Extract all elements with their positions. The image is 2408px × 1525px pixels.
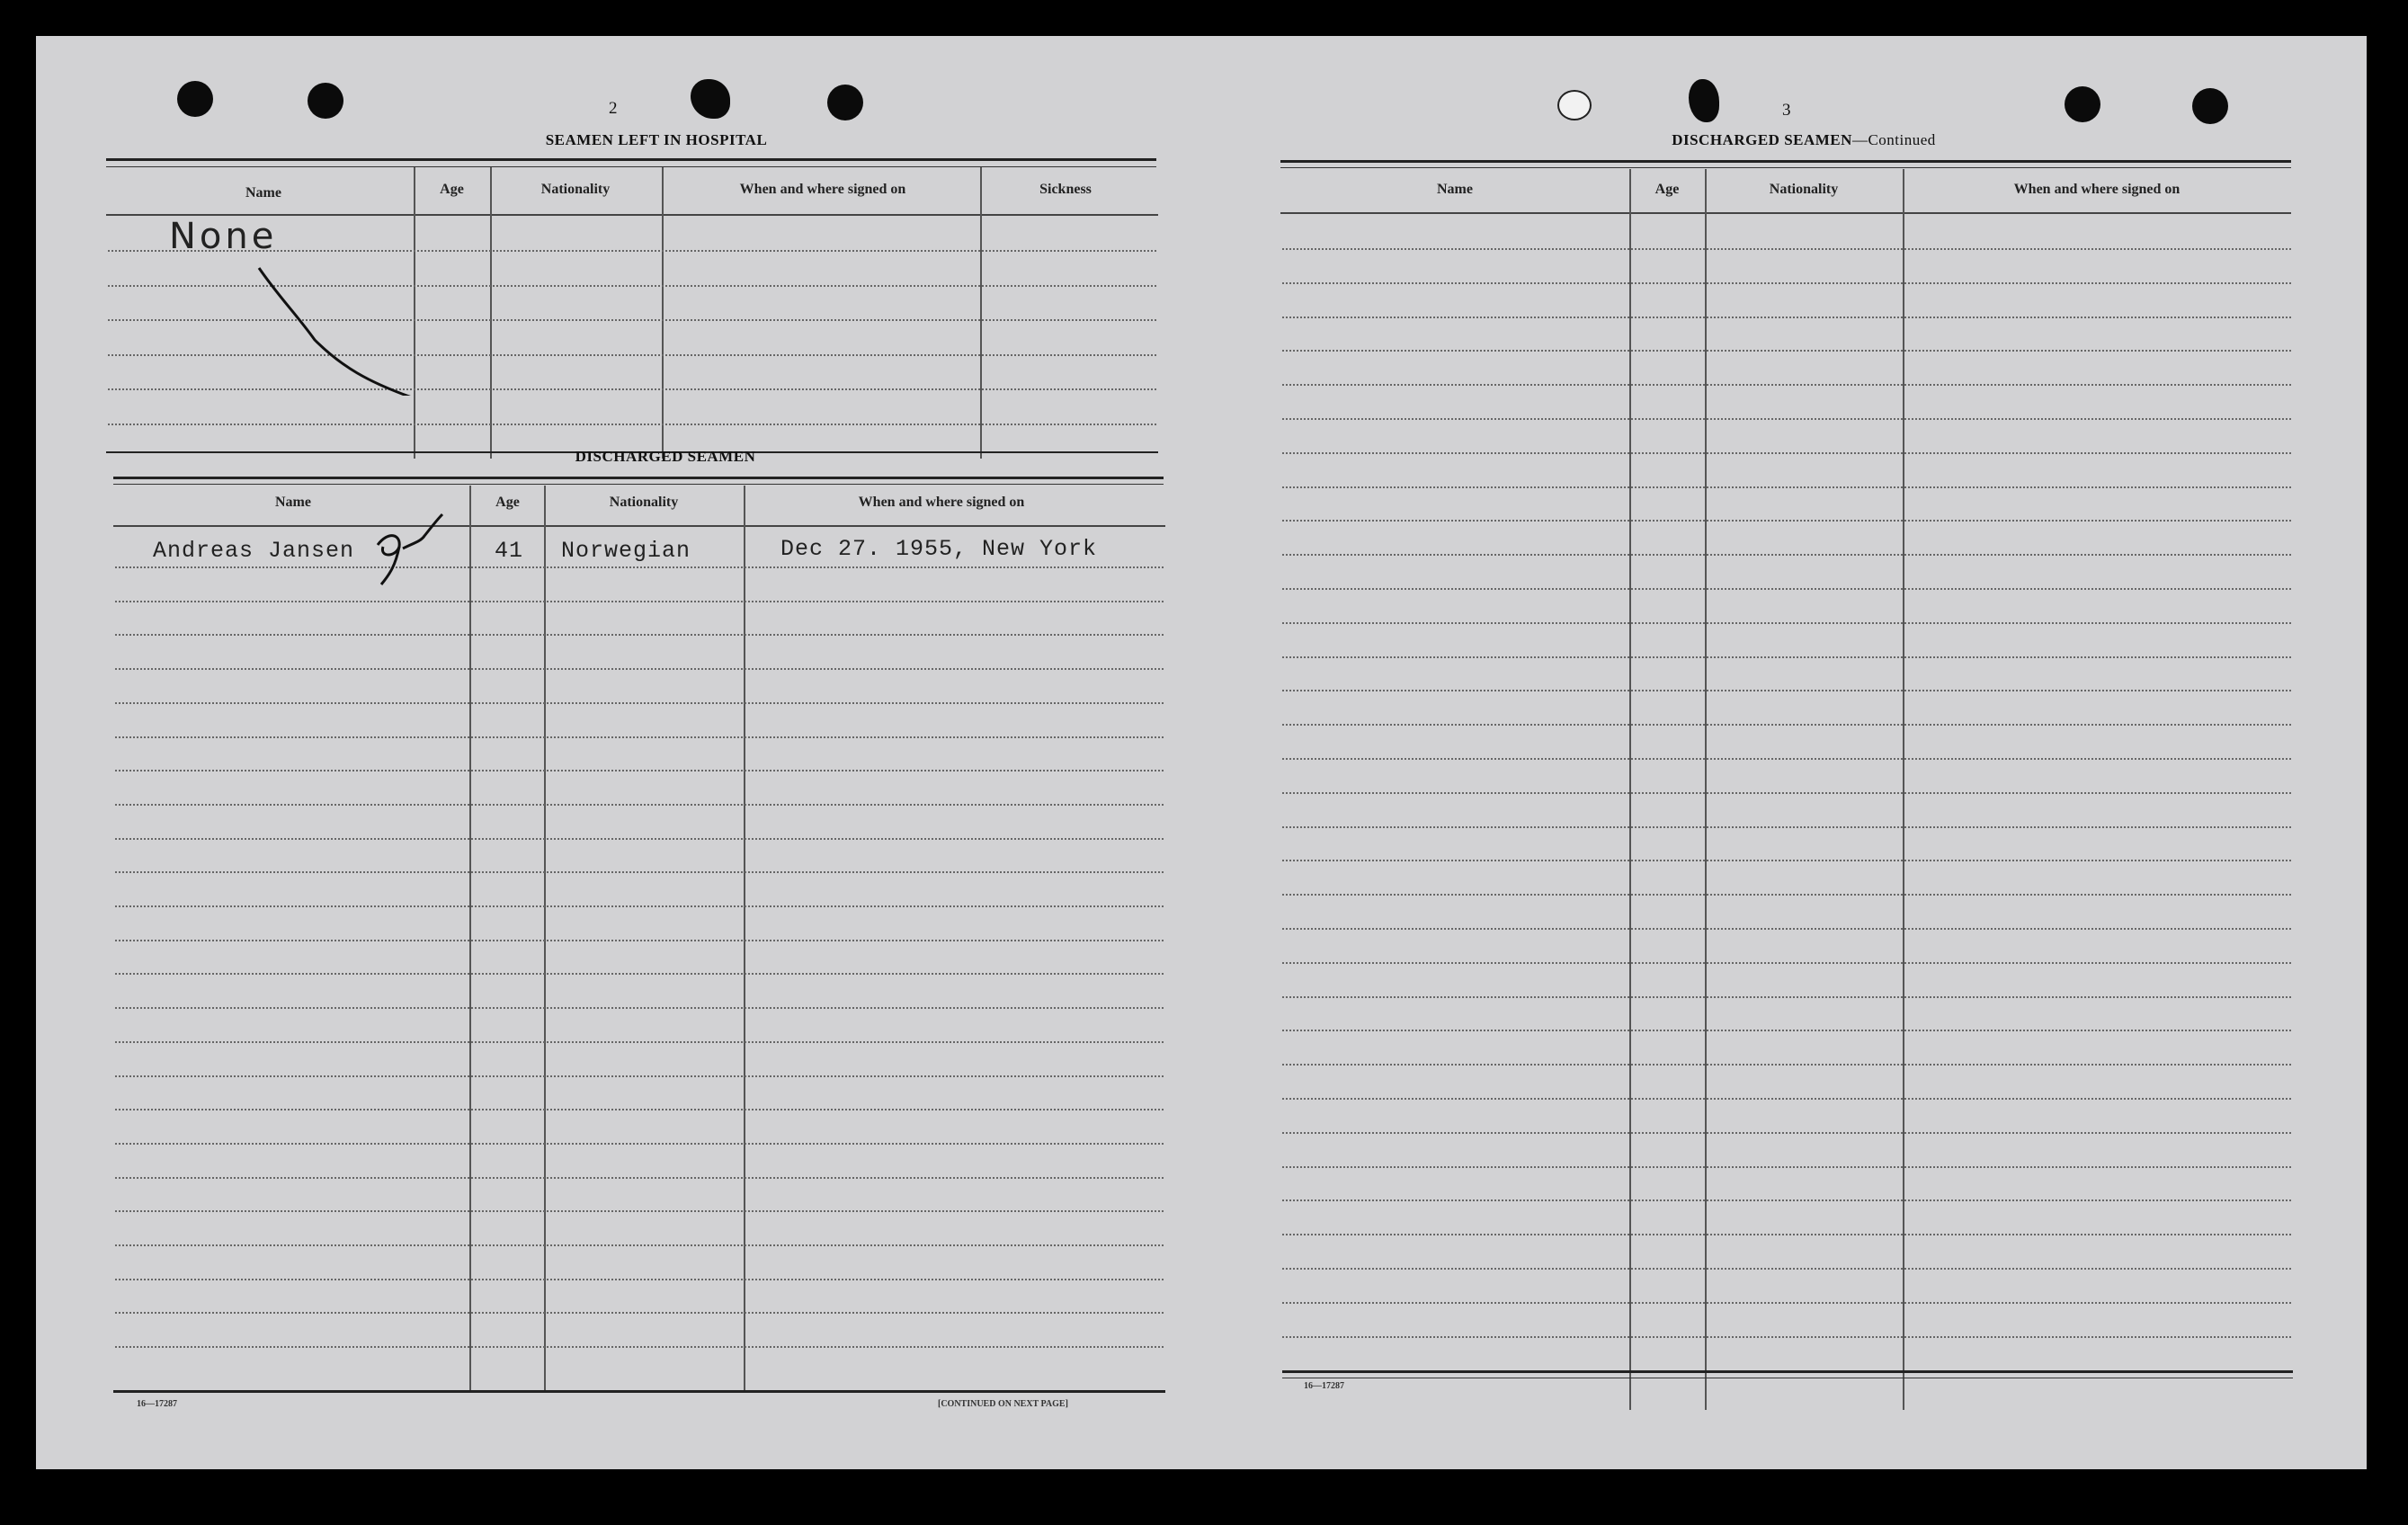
divider (113, 1390, 1165, 1393)
ruled-line (115, 736, 1164, 738)
divider (1280, 160, 2291, 163)
ruled-line (1282, 282, 2291, 284)
column-header-signed-on: When and where signed on (739, 182, 906, 197)
column-header-nationality: Nationality (540, 182, 611, 197)
ruled-line (1282, 792, 2291, 794)
ruled-line (1282, 317, 2291, 318)
column-header-signed-on: When and where signed on (858, 495, 1025, 510)
column-divider (744, 486, 745, 1390)
ruled-line (115, 770, 1164, 771)
ruled-line (115, 601, 1164, 602)
ruled-line (1282, 690, 2291, 691)
ruled-line (1282, 1166, 2291, 1168)
column-header-nationality: Nationality (1769, 182, 1839, 197)
column-divider (544, 486, 546, 1390)
ruled-line (1282, 724, 2291, 726)
seaman-age: 41 (495, 538, 524, 564)
page-number: 3 (1782, 101, 1791, 120)
divider (113, 484, 1164, 485)
ruled-line (115, 1075, 1164, 1077)
column-header-age: Age (495, 495, 520, 510)
ruled-line (115, 1109, 1164, 1110)
ruled-line (1282, 656, 2291, 658)
ruled-line (1282, 1098, 2291, 1100)
ruled-line (115, 1210, 1164, 1212)
column-header-nationality: Nationality (609, 495, 679, 510)
ruled-line (1282, 248, 2291, 250)
handwritten-none: None (169, 216, 278, 257)
ruled-line (1282, 996, 2291, 998)
divider (113, 477, 1164, 479)
column-divider (980, 167, 982, 459)
ruled-line (1282, 520, 2291, 522)
column-header-age: Age (1654, 182, 1680, 197)
seaman-nationality: Norwegian (561, 538, 691, 564)
ruled-line (108, 424, 1156, 425)
handwritten-strike-mark (252, 261, 432, 396)
ruled-line (1282, 1302, 2291, 1304)
ruled-line (1282, 622, 2291, 624)
column-divider (1629, 169, 1631, 1410)
ruled-line (1282, 826, 2291, 828)
ruled-line (115, 702, 1164, 704)
ruled-line (1282, 1199, 2291, 1201)
handwritten-check-mark (369, 502, 504, 610)
ruled-line (115, 1007, 1164, 1009)
ruled-line (1282, 1064, 2291, 1066)
ruled-line (115, 1177, 1164, 1179)
ruled-line (1282, 1132, 2291, 1134)
ruled-line (115, 566, 1164, 568)
ruled-line (115, 905, 1164, 907)
ruled-line (115, 1346, 1164, 1348)
divider (106, 166, 1156, 167)
header-underline (1280, 212, 2291, 214)
ruled-line (1282, 350, 2291, 352)
divider (1282, 1370, 2293, 1373)
ruled-line (1282, 1030, 2291, 1031)
ruled-line (115, 1279, 1164, 1280)
form-number: 16—17287 (1304, 1381, 1344, 1391)
page-number: 2 (609, 99, 618, 118)
ruled-line (115, 973, 1164, 975)
ruled-line (1282, 554, 2291, 556)
ruled-line (115, 1244, 1164, 1246)
divider (1280, 167, 2291, 168)
discharged-continued-title (1489, 131, 2118, 149)
ruled-line (1282, 1336, 2291, 1338)
title-suffix: —Continued (1851, 131, 1936, 148)
ruled-line (115, 804, 1164, 806)
ruled-line (1282, 860, 2291, 861)
ruled-line (1282, 1268, 2291, 1270)
column-divider (490, 167, 492, 459)
ruled-line (1282, 962, 2291, 964)
ruled-line (1282, 928, 2291, 930)
right-page (1201, 36, 2367, 1469)
hospital-section-title: SEAMEN LEFT IN HOSPITAL (545, 131, 768, 148)
column-header-sickness: Sickness (1039, 182, 1092, 197)
ruled-line (115, 1312, 1164, 1314)
column-divider (1903, 169, 1904, 1410)
column-header-signed-on: When and where signed on (2013, 182, 2181, 197)
ruled-line (115, 668, 1164, 670)
ruled-line (1282, 1234, 2291, 1235)
form-number: 16—17287 (137, 1399, 177, 1409)
discharged-section-title: DISCHARGED SEAMEN (575, 448, 756, 465)
seaman-name: Andreas Jansen (153, 538, 355, 564)
ruled-line (1282, 486, 2291, 488)
header-underline (113, 525, 1165, 527)
ruled-line (115, 871, 1164, 873)
ruled-line (1282, 588, 2291, 590)
seaman-signed-on: Dec 27. 1955, New York (780, 536, 1098, 562)
column-divider (1705, 169, 1707, 1410)
ruled-line (115, 838, 1164, 840)
ruled-line (1282, 758, 2291, 760)
divider (106, 158, 1156, 161)
ruled-line (1282, 894, 2291, 896)
column-divider (662, 167, 664, 459)
ruled-line (115, 1041, 1164, 1043)
column-header-age: Age (440, 182, 464, 197)
title-text: DISCHARGED SEAMEN (1672, 131, 1852, 148)
ruled-line (115, 1143, 1164, 1145)
column-header-name: Name (275, 495, 311, 510)
scanned-document (36, 36, 2367, 1469)
continued-note: [CONTINUED ON NEXT PAGE] (938, 1399, 1068, 1409)
column-divider (469, 486, 471, 1390)
left-page (36, 36, 1201, 1469)
ruled-line (1282, 384, 2291, 386)
ruled-line (1282, 418, 2291, 420)
ruled-line (1282, 452, 2291, 454)
column-header-name: Name (1437, 182, 1473, 197)
ruled-line (115, 940, 1164, 941)
ruled-line (115, 634, 1164, 636)
column-header-name: Name (245, 185, 281, 201)
